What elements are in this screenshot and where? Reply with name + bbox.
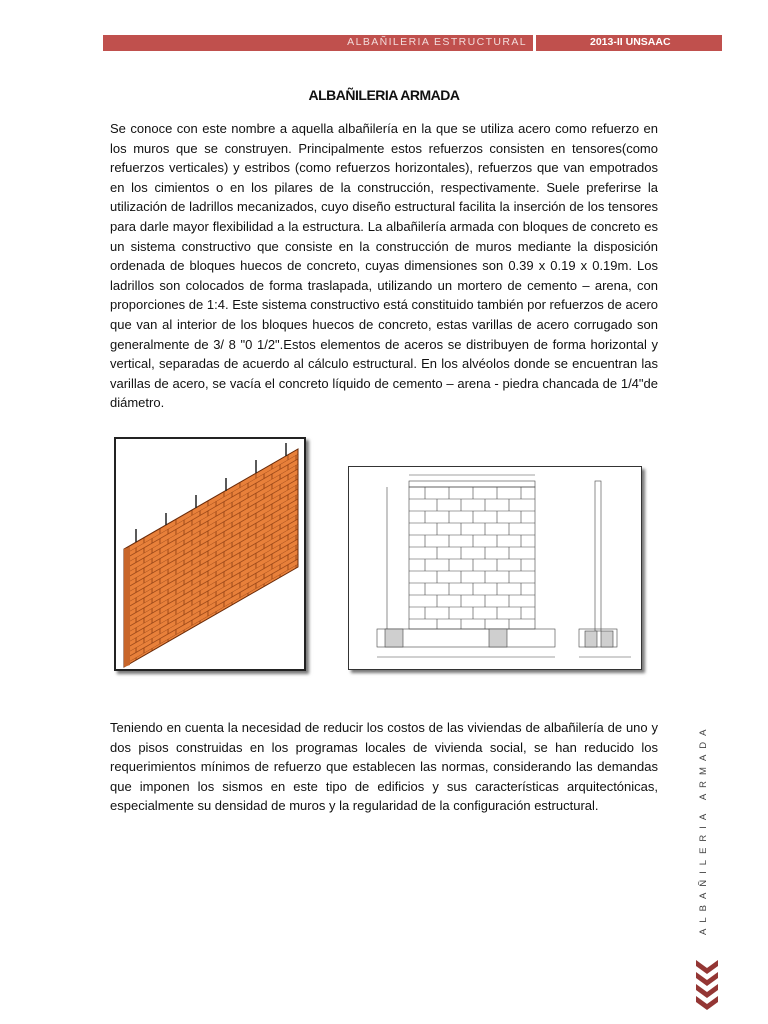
intro-paragraph: Se conoce con este nombre a aquella albañilería en la que se utiliza acero como refuerzo en los muros que se construyen. Principalmente estos refuerzos consisten en tensores(como refuerzos verticales) y estribos (como refuerzos horizontales), refuerzos que van empotrados en los cimientos o en los pilares de la construcción, respectivamente. Suele preferirse la utilización de ladrillos mecanizados, cuyo diseño estructural facilita la inserción de los tensores para darle mayor flexibilidad a la estructura. La albañilería armada con bloques de concreto es un sistema constructivo que consiste en la construcción de muros mediante la disposición ordenada de bloques huecos de concreto, cuyas dimensiones son 0.39 x 0.19 x 0.19m. Los ladrillos son colocados de forma traslapada, utilizando un mortero de cemento – arena, con proporciones de 1:4. Este sistema constructivo está constituido también por refuerzos de acero que van al interior de los bloques huecos de concreto, estas varillas de acero corrugado son generalmente de 3/ 8 "0 1/2".Estos elementos de aceros se distribuyen de forma horizontal y vertical, separadas de acuerdo al cálculo estructural. En los alvéolos donde se encuentran las varillas de acero, se vacía el concreto líquido de cemento – arena - piedra chancada de 1/4"de diámetro. [110, 121, 658, 411]
chevron-down-icon [692, 958, 722, 1014]
side-label-text: ALBAÑILERIA ARMADA [698, 723, 709, 935]
side-section-label [696, 723, 712, 935]
header-course-title: ALBAÑILERIA ESTRUCTURAL [347, 36, 527, 48]
wall-elevation-drawing [348, 466, 642, 670]
page-title: ALBAÑILERIA ARMADA [308, 87, 460, 103]
header-term: 2013-II UNSAAC [590, 36, 671, 48]
brick-wall-illustration [114, 437, 306, 671]
closing-paragraph: Teniendo en cuenta la necesidad de reducir los costos de las viviendas de albañilería de uno y dos pisos construidas en los programas locales de vivienda social, se han reducido los requerimientos mínimos de refuerzo que establecen las normas, considerando las demandas que imponen los sismos en este tipo de edificios y sus características arquitectónicas, especialmente su densidad de muros y la regularidad de la configuración estructural. [110, 720, 658, 814]
header-term-bar [536, 35, 722, 51]
header-course-bar [103, 35, 535, 51]
